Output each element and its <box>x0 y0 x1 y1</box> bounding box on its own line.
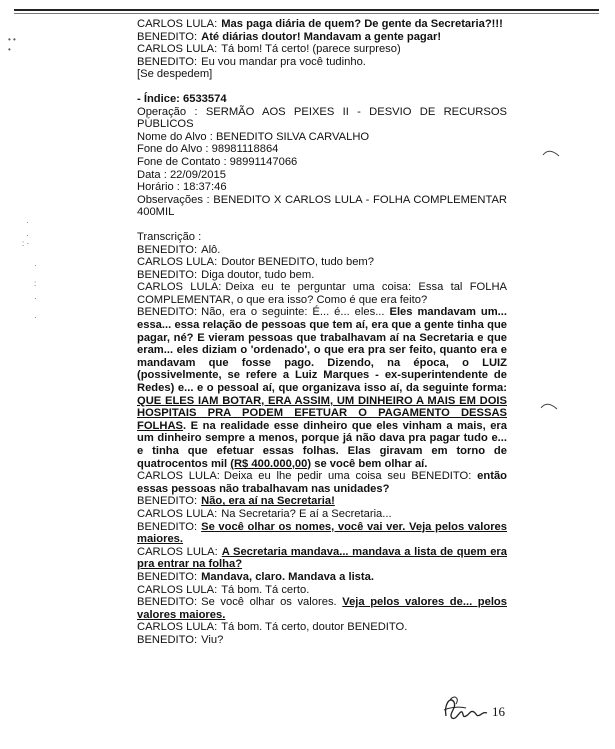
transcript-heading: Transcrição : <box>137 230 202 243</box>
dialogue-line <box>137 269 507 282</box>
dialogue-line <box>137 546 507 571</box>
speech-text: Tá bom. Tá certo. <box>221 583 310 596</box>
speaker-label: BENEDITO: <box>137 633 198 646</box>
dialogue-line <box>137 256 507 269</box>
dialogue-line <box>137 18 507 31</box>
dialogue-line <box>137 521 507 546</box>
signature-icon <box>440 690 490 724</box>
dialogue-line <box>137 584 507 597</box>
speaker-label: BENEDITO: <box>137 306 198 319</box>
dialogue-line <box>137 56 507 69</box>
dialogue-line <box>137 571 507 584</box>
record-field: Nome do Alvo : BENEDITO SILVA CARVALHO <box>137 130 370 143</box>
page-number: 16 <box>492 704 505 719</box>
dialogue-line <box>137 68 507 81</box>
transcript-lines <box>137 244 507 647</box>
speaker-label: BENEDITO: <box>137 596 198 609</box>
speech-text: Mandava, claro. Mandava a lista. <box>201 570 374 583</box>
speaker-label: BENEDITO: <box>137 30 198 43</box>
speech-text: Tá bom! Tá certo! (parece surpreso) <box>221 43 401 56</box>
speaker-label: CARLOS LULA: <box>137 470 220 483</box>
speech-text: Se você olhar os nomes, você vai ver. Veja pelos valores maiores. <box>137 520 507 546</box>
speech-text: Veja pelos valores de... pelos valores maiores. <box>137 596 507 621</box>
speaker-label: CARLOS LULA: <box>137 281 222 294</box>
speech-text: Alô. <box>201 243 221 256</box>
top-rule-thin <box>14 13 599 14</box>
speech-text: se você bem olhar aí. <box>311 457 428 470</box>
dialogue-line <box>137 306 507 470</box>
speech-text: QUE ELES IAM BOTAR, ERA ASSIM, UM DINHEIRO A MAIS EM DOIS HOSPITAIS PRA PODEM EFETUAR O PAGAMENTO DESSAS FOLHAS <box>137 394 507 432</box>
transcript <box>137 231 507 647</box>
speaker-label: CARLOS LULA: <box>137 583 218 596</box>
speech-text: Tá bom. Tá certo, doutor BENEDITO. <box>221 621 408 634</box>
speaker-label: BENEDITO: <box>137 520 198 533</box>
speaker-label: BENEDITO: <box>137 55 198 68</box>
speech-text: A Secretaria mandava... mandava a lista de quem era pra entrar na folha? <box>137 545 507 571</box>
dialogue-line <box>137 470 507 495</box>
speech-text: Deixa eu lhe pedir uma coisa seu BENEDITO: <box>223 470 478 483</box>
dialogue-line <box>137 495 507 508</box>
speech-text: Até diárias doutor! Mandavam a gente pagar! <box>201 30 442 43</box>
dialogue-line <box>137 596 507 621</box>
record-field: Operação : SERMÃO AOS PEIXES II - DESVIO DE RECURSOS PÚBLICOS <box>137 105 507 131</box>
speech-text: [Se despedem] <box>137 68 213 81</box>
speech-text: então essas pessoas não trabalhavam nas unidades? <box>137 470 507 495</box>
speech-text: Viu? <box>201 633 224 646</box>
speech-text: Doutor BENEDITO, tudo bem? <box>221 256 374 269</box>
speech-text: Deixa eu te perguntar uma coisa: Essa tal FOLHA COMPLEMENTAR, o que era isso? Como é que era feito? <box>137 281 508 306</box>
dialogue-line <box>137 508 507 521</box>
dialogue-line <box>137 43 507 56</box>
top-rule <box>14 9 599 11</box>
record-field: Horário : 18:37:46 <box>137 181 227 194</box>
dialogue-continuation <box>137 18 507 81</box>
speaker-label: CARLOS LULA: <box>137 43 218 56</box>
index-title: - Índice: 6533574 <box>137 92 227 105</box>
speaker-label: BENEDITO: <box>137 268 198 281</box>
speaker-label: CARLOS LULA: <box>137 18 218 30</box>
speaker-label: BENEDITO: <box>137 495 198 508</box>
speaker-label: BENEDITO: <box>137 243 198 256</box>
speaker-label: BENEDITO: <box>137 570 198 583</box>
margin-curl-mark <box>540 398 558 412</box>
speech-text: Eles mandavam um... essa... essa relação de pessoas que tem aí, era que a gente tinha que pagar, né? E vieram pessoas que trabalhavam aí na Secretaria e que eram... eles diziam o 'ordenado', o que era pra ser feito, quanto era e mandavam que fosse pago. Dizendo, na época, o LUIZ (possivelmente, se refere a Luiz Marques - ex-superintendente de Redes) e... e o pessoal aí, que organizava isso aí, da seguinte forma: <box>137 306 507 395</box>
document-body <box>137 18 507 647</box>
record-field: Observações : BENEDITO X CARLOS LULA - FOLHA COMPLEMENTAR 400MIL <box>137 193 507 219</box>
dialogue-line <box>137 31 507 44</box>
speech-text: . E na realidade esse dinheiro que eles vinham a mais, era um dinheiro sempre a menos, porque já não dava pra pagar tudo e... e tinha que efetuar essas folhas. Elas giravam em torno de quatrocentos mil <box>137 419 507 470</box>
speech-text: Se você olhar os valores. <box>201 596 343 609</box>
record-field: Fone do Alvo : 98981118864 <box>137 143 279 156</box>
speaker-label: CARLOS LULA: <box>137 621 218 634</box>
record-field: Fone de Contato : 98991147066 <box>137 155 298 168</box>
dialogue-line <box>137 244 507 257</box>
speaker-label: CARLOS LULA: <box>137 545 218 558</box>
record-field: Data : 22/09/2015 <box>137 168 226 181</box>
dialogue-line <box>137 634 507 647</box>
dialogue-line <box>137 621 507 634</box>
speech-text: (R$ 400.000,00) <box>230 457 312 470</box>
dialogue-line <box>137 281 507 306</box>
margin-curl-mark <box>542 145 560 159</box>
speaker-label: CARLOS LULA: <box>137 256 218 269</box>
speech-text: Diga doutor, tudo bem. <box>201 268 315 281</box>
speech-text: Não, era o seguinte: É... é... eles... <box>201 306 390 319</box>
speech-text: Mas paga diária de quem? De gente da Secretaria?!!! <box>221 18 503 30</box>
speaker-label: CARLOS LULA: <box>137 507 218 520</box>
speech-text: Na Secretaria? E aí a Secretaria... <box>221 507 392 520</box>
interception-record <box>137 93 507 219</box>
speech-text: Eu vou mandar pra você tudinho. <box>201 55 366 68</box>
record-fields <box>137 106 507 219</box>
speech-text: Não, era aí na Secretaria! <box>201 495 335 508</box>
